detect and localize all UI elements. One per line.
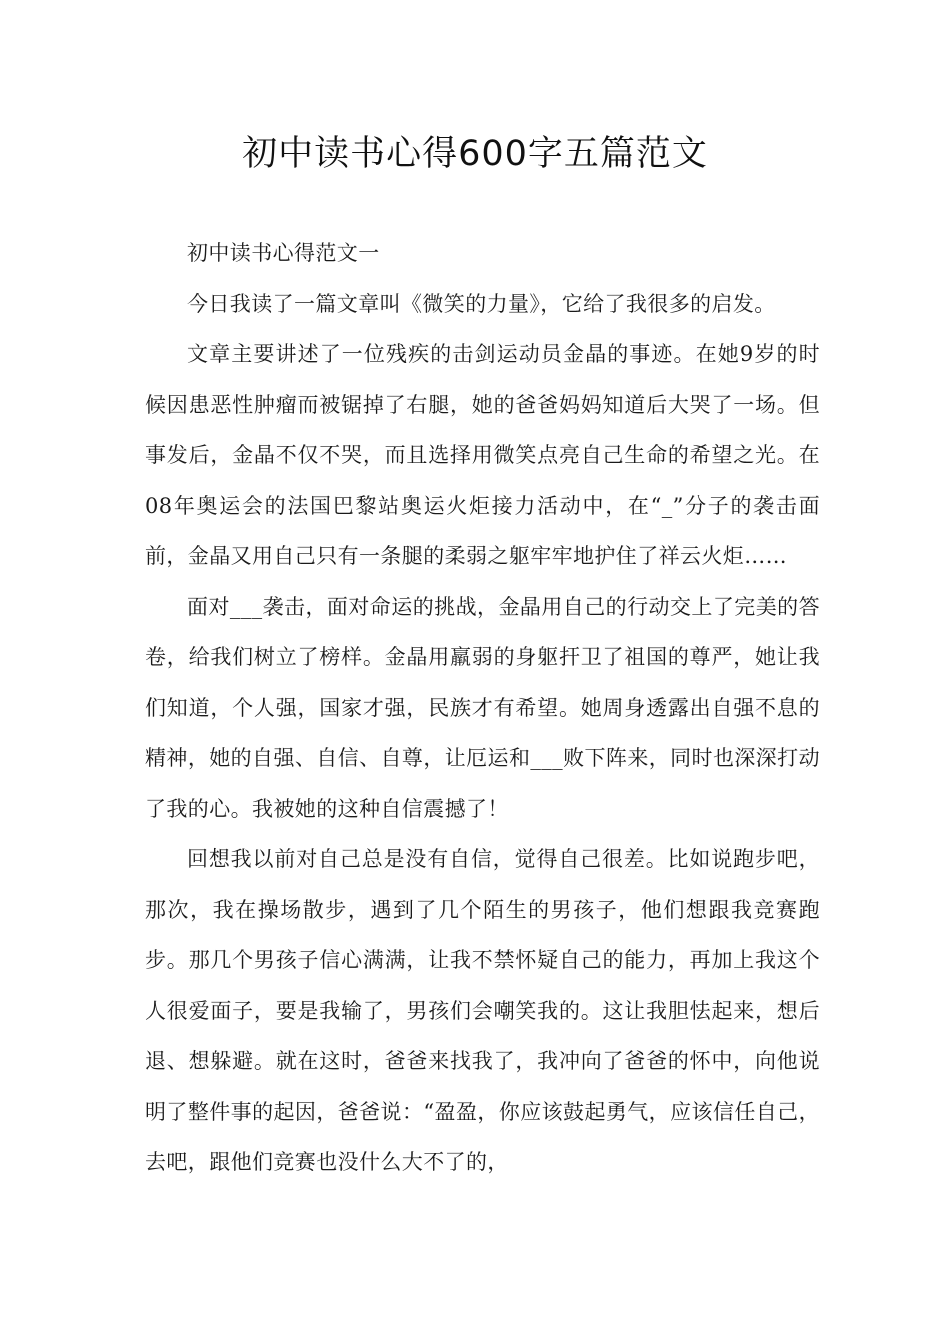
paragraph: 文章主要讲述了一位残疾的击剑运动员金晶的事迹。在她9岁的时候因患恶性肿瘤而被锯掉了右腿，她的爸爸妈妈知道后大哭了一场。但事发后，金晶不仅不哭，而且选择用微笑点亮自己生命的希望之光。在08年奥运会的法国巴黎站奥运火炬接力活动中，在“_”分子的袭击面前，金晶又用自己只有一条腿的柔弱之躯牢牢地护住了祥云火炬…… — [145, 342, 820, 568]
document-title: 初中读书心得600字五篇范文 — [242, 134, 708, 174]
section-heading: 初中读书心得范文一 — [187, 241, 380, 265]
paragraph: 今日我读了一篇文章叫《微笑的力量》，它给了我很多的启发。 — [187, 291, 776, 316]
paragraph: 回想我以前对自己总是没有自信，觉得自己很差。比如说跑步吧，那次，我在操场散步，遇到了几个陌生的男孩子，他们想跟我竞赛跑步。那几个男孩子信心满满，让我不禁怀疑自己的能力，再加上我这个人很爱面子，要是我输了，男孩们会嘲笑我的。这让我胆怯起来，想后退、想躲避。就在这时，爸爸来找我了，我冲向了爸爸的怀中，向他说明了整件事的起因，爸爸说：“盈盈，你应该鼓起勇气，应该信任自己，去吧，跟他们竞赛也没什么大不了的， — [145, 847, 820, 1174]
document-body — [145, 228, 820, 1188]
paragraph: 面对___袭击，面对命运的挑战，金晶用自己的行动交上了完美的答卷，给我们树立了榜样。金晶用羸弱的身躯扞卫了祖国的尊严，她让我们知道，个人强，国家才强，民族才有希望。她周身透露出自强不息的精神，她的自强、自信、自尊，让厄运和___败下阵来，同时也深深打动了我的心。我被她的这种自信震撼了！ — [145, 594, 820, 821]
